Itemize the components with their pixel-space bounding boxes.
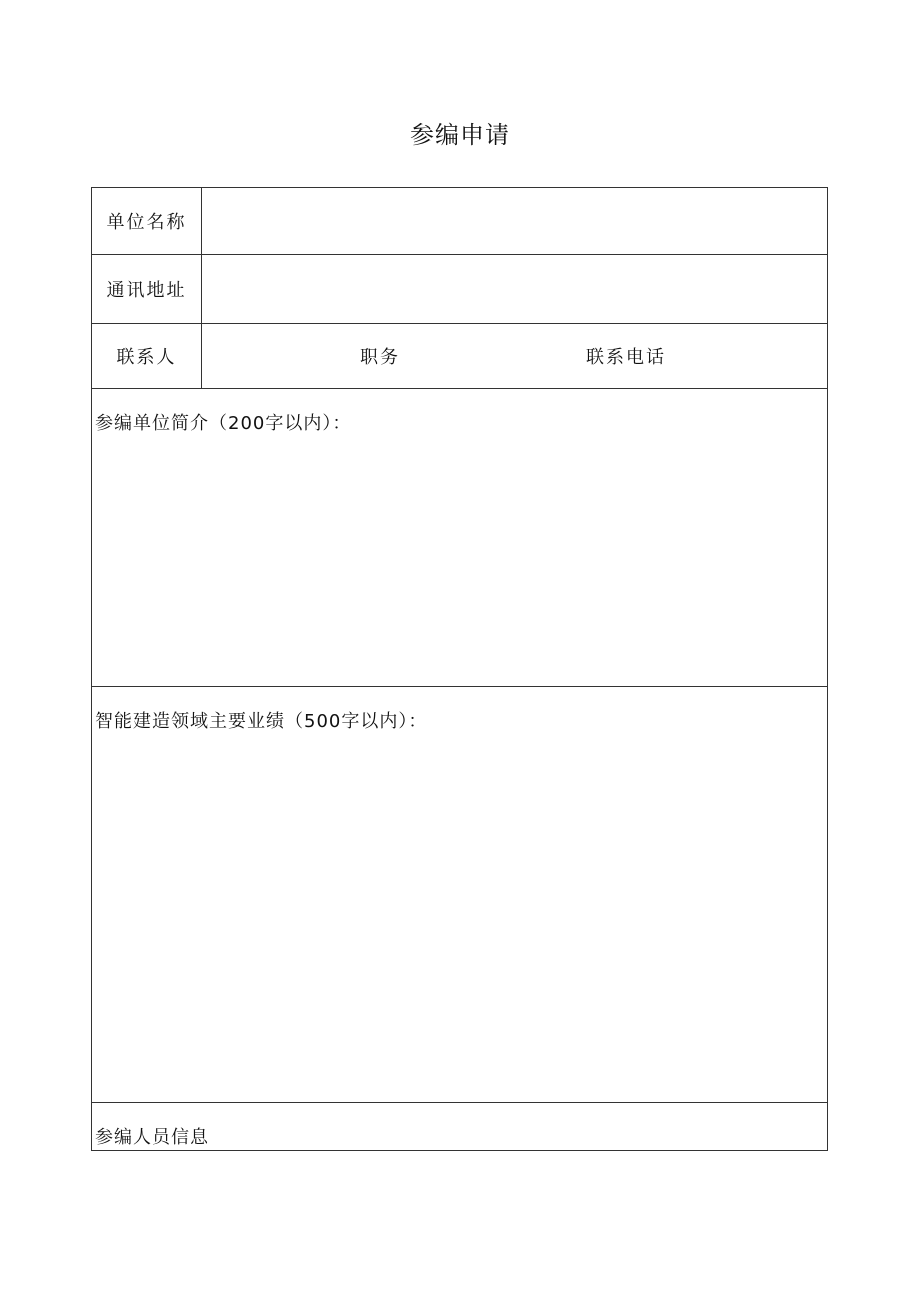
unit-name-field[interactable]: [202, 188, 827, 254]
page-title: 参编申请: [410, 121, 510, 149]
staff-label: 参编人员信息: [95, 1127, 209, 1148]
unit-name-row: [92, 188, 827, 255]
intro-section[interactable]: [92, 389, 827, 687]
achievements-section[interactable]: [92, 687, 827, 1103]
contact-label: 联系人: [92, 324, 202, 388]
address-field[interactable]: [202, 255, 827, 323]
achievements-label: 智能建造领域主要业绩（500字以内）：: [95, 711, 428, 732]
address-label: 通讯地址: [92, 255, 202, 323]
contact-field[interactable]: [202, 324, 827, 388]
application-form-table: [91, 187, 828, 1151]
staff-section[interactable]: [92, 1103, 827, 1150]
position-label: 职务: [360, 347, 400, 368]
phone-label: 联系电话: [586, 347, 666, 368]
address-row: [92, 255, 827, 324]
intro-label: 参编单位简介（200字以内）：: [95, 413, 352, 434]
unit-name-label: 单位名称: [92, 188, 202, 254]
contact-row: [92, 324, 827, 389]
